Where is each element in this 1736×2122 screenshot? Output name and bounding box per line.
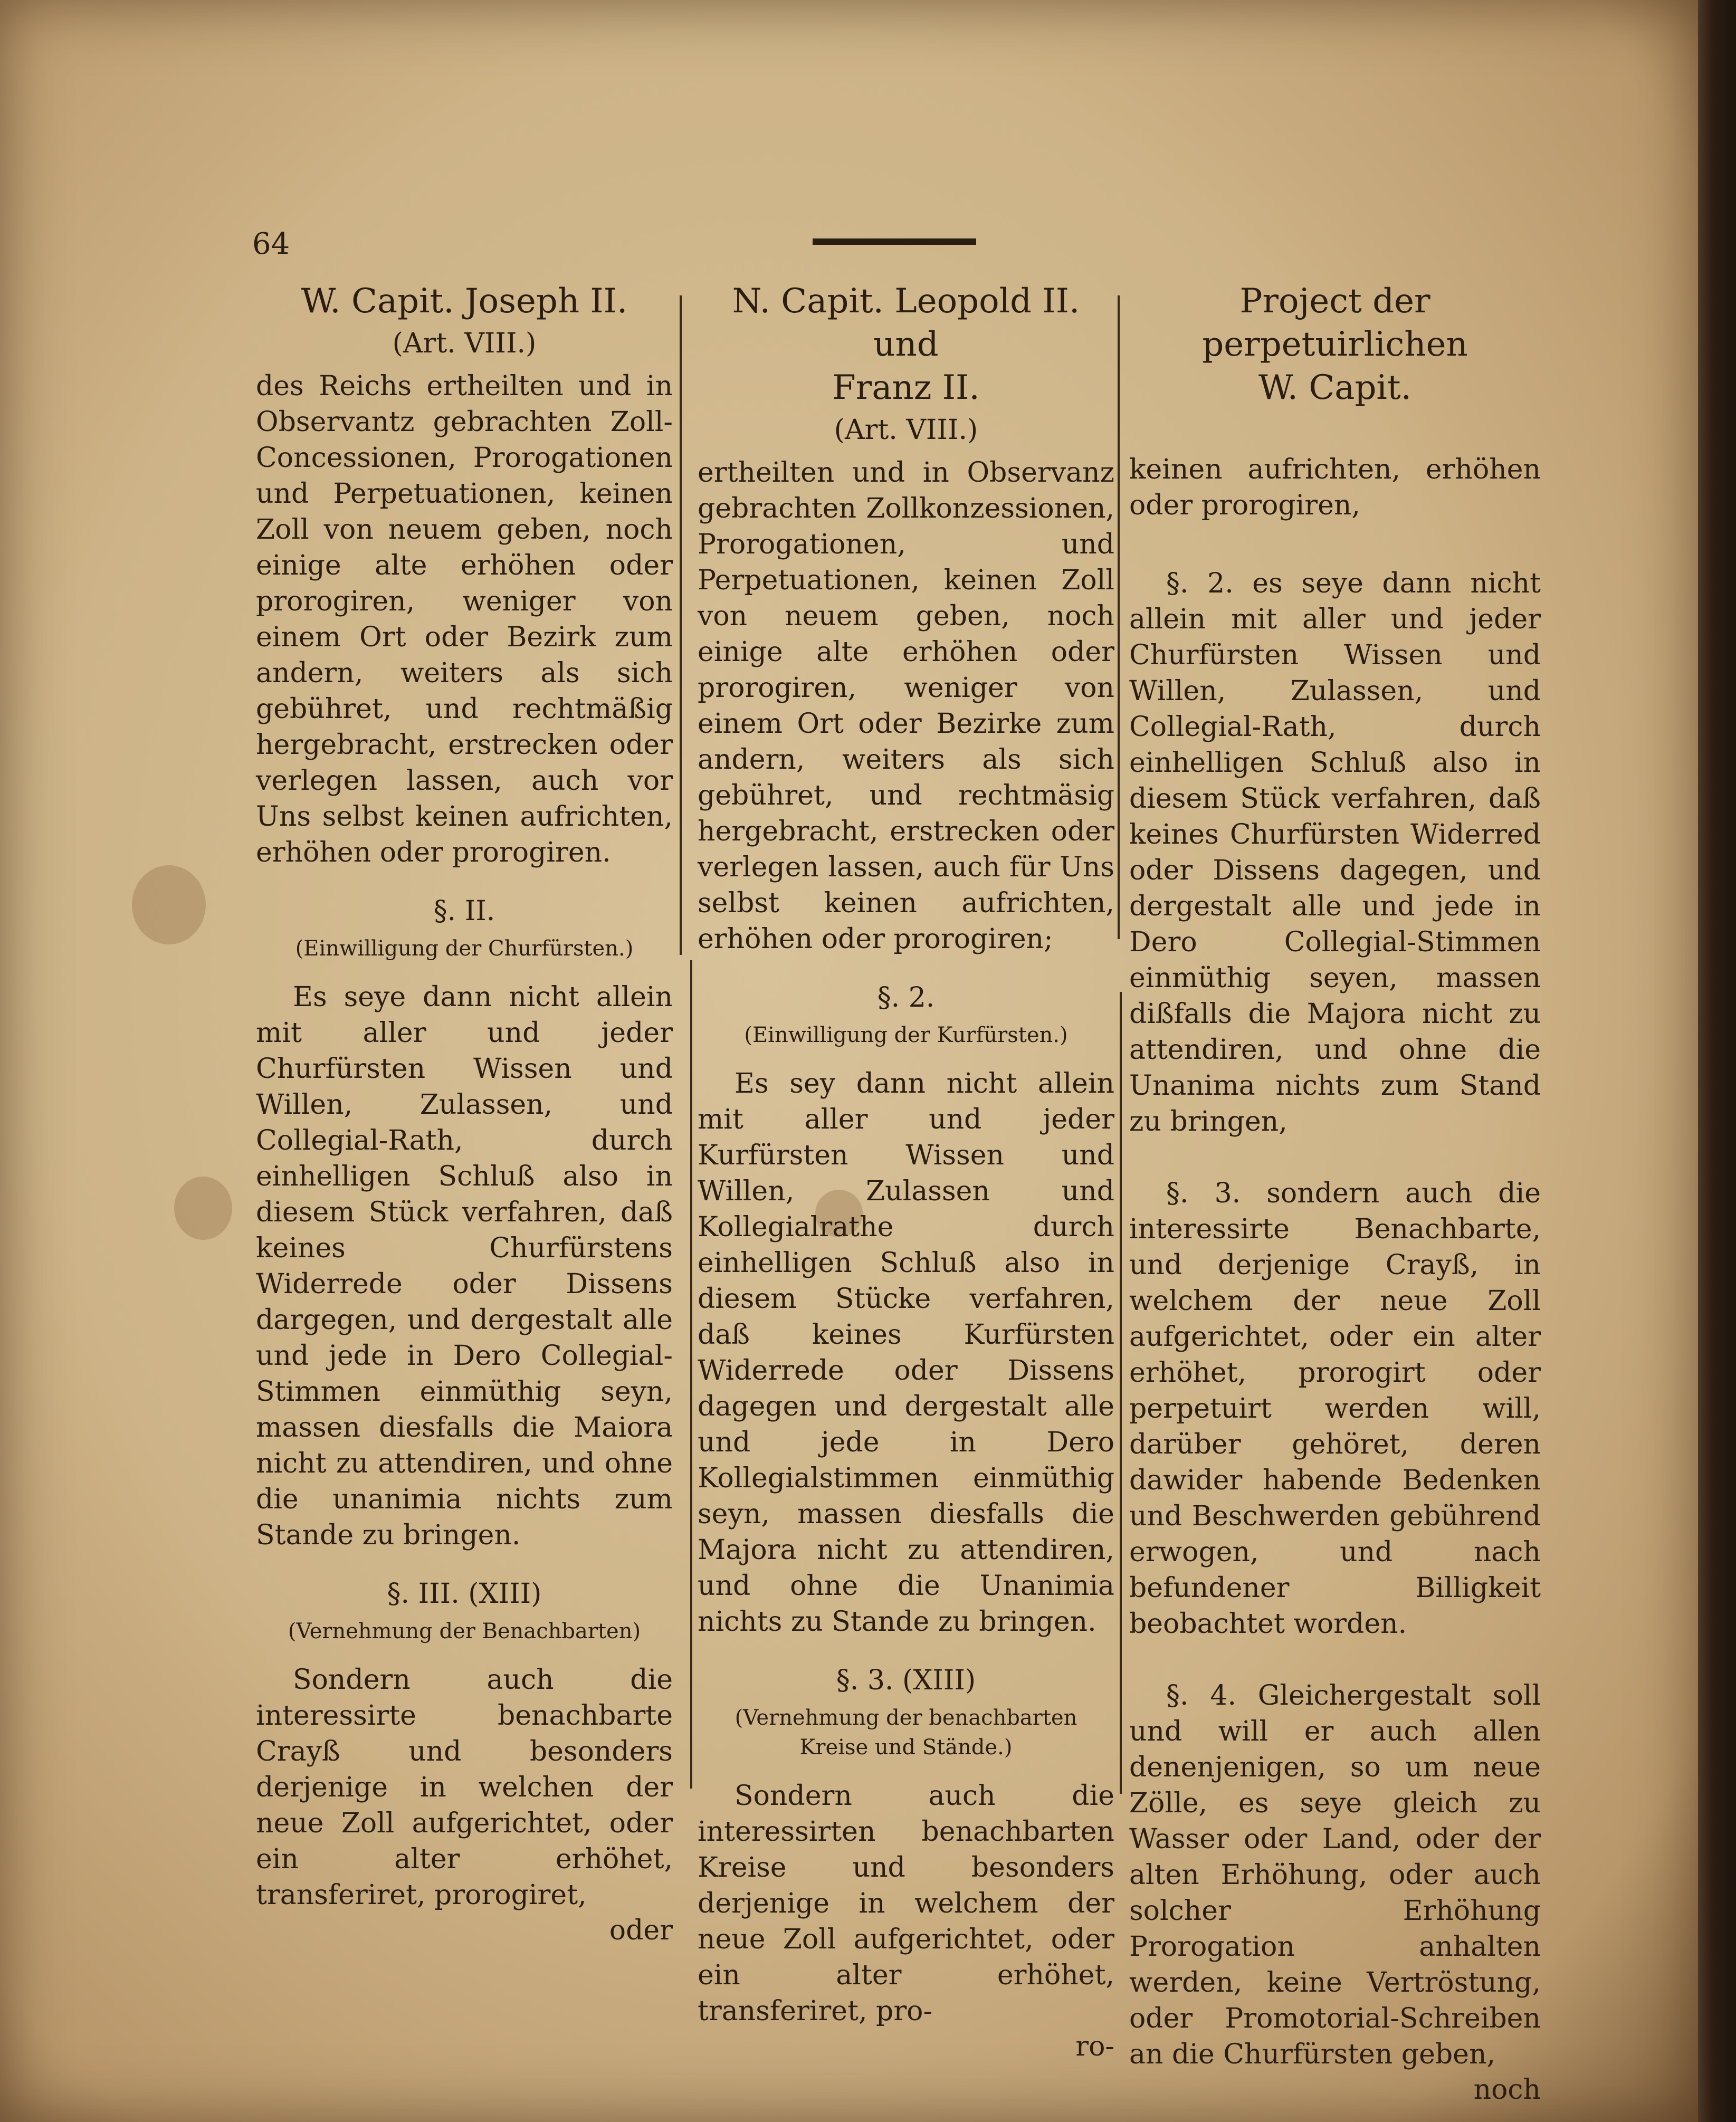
section-title: (Einwilligung der Churfürsten.) — [295, 936, 634, 961]
page-number: 64 — [252, 227, 290, 261]
section-title: (Vernehmung der benachbarten Kreise und Stände.) — [735, 1706, 1077, 1760]
paragraph: Sondern auch die interessirten benachbarten Kreise und besonders derjenige in welchem der neue Zoll aufgerichtet, oder ein alter erhöhet, transferiret, pro- — [698, 1780, 1114, 2027]
section-number: §. III. (XIII) — [387, 1578, 542, 1610]
column-divider — [680, 295, 682, 955]
section-title: (Vernehmung der Benachbarten) — [288, 1619, 641, 1643]
spacer — [1129, 523, 1541, 566]
paragraph: Es sey dann nicht allein mit aller und jeder Kurfürsten Wissen und Willen, Zulassen und Kollegialrathe durch einhelligen Schluß also in diesem Stücke verfahren, daß keines Kurfürsten Widerrede oder Dissens dagegen und dergestalt alle und jede in Dero Kollegialstimmen einmüthig seyn, massen diesfalls die Majora nicht zu attendiren, und ohne die Unanimia nichts zu Stande zu bringen. — [698, 1068, 1114, 1638]
paragraph: Es seye dann nicht allein mit aller und jeder Churfürsten Wissen und Willen, Zulassen, und Collegial-Rath, durch einhelligen Schluß also in diesem Stück verfahren, daß keines Churfürstens Widerrede oder Dissens dargegen, und dergestalt alle und jede in Dero Collegial-Stimmen einmüthig seyn, massen diesfalls die Maiora nicht zu attendiren, und ohne die unanimia nichts zum Stande zu bringen. — [256, 981, 673, 1551]
catchword: oder — [609, 1915, 673, 1946]
spacer — [1129, 1642, 1541, 1678]
section-number: §. 2. — [877, 982, 935, 1014]
section-title: (Einwilligung der Kurfürsten.) — [744, 1023, 1068, 1047]
paper-stain — [174, 1177, 232, 1240]
column-heading: W. Capit. — [1258, 368, 1411, 407]
header-rule — [813, 238, 976, 245]
column-divider — [690, 960, 692, 1789]
column-divider — [1120, 992, 1122, 1794]
spacer — [1129, 1140, 1541, 1175]
paragraph: §. 3. sondern auch die interessirte Benachbarte, und derjenige Crayß, in welchem der neue Zoll aufgerichtet, oder ein alter erhöhet, prorogirt oder perpetuirt werden will, darüber gehöret, deren dawider habende Bedenken und Beschwerden gebührend erwogen, und nach befundener Billigkeit beobachtet worden. — [1129, 1178, 1541, 1640]
column-divider — [1118, 295, 1120, 939]
paragraph: Sondern auch die interessirte benachbarte Crayß und besonders derjenige in welchen der neue Zoll aufgerichtet, oder ein alter erhöhet, transferiret, prorogiret, — [256, 1664, 673, 1911]
article-label: (Art. VIII.) — [834, 414, 978, 446]
section-number: §. 3. (XIII) — [836, 1665, 976, 1696]
paragraph: §. 4. Gleichergestalt soll und will er auch allen denenjenigen, so um neue Zölle, es seye gleich zu Wasser oder Land, oder der alten Erhöhung, oder auch solcher Erhöhung Prorogation anhalten werden, keine Vertröstung, oder Promotorial-Schreiben an die Churfürsten geben, — [1129, 1680, 1541, 2070]
column-heading: N. Capit. Leopold II. und — [732, 282, 1080, 364]
paragraph: ertheilten und in Observanz gebrachten Zollkonzessionen, Prorogationen, und Perpetuationen, keinen Zoll von neuem geben, noch einige alte erhöhen oder prorogiren, weniger von einem Ort oder Bezirke zum andern, weiters als sich gebühret, und rechtmäsig hergebracht, erstrecken oder verlegen lassen, auch für Uns selbst keinen aufrichten, erhöhen oder prorogiren; — [698, 457, 1114, 955]
paragraph: keinen aufrichten, erhöhen oder prorogiren, — [1129, 454, 1541, 521]
column-heading: Franz II. — [832, 368, 980, 407]
paragraph: des Reichs ertheilten und in Observantz gebrachten Zoll-Concessionen, Prorogationen und Perpetuationen, keinen Zoll von neuem geben, noch einige alte erhöhen oder prorogiren, weniger von einem Ort oder Bezirk zum andern, weiters als sich gebühret, und rechtmäßig hergebracht, erstrecken oder verlegen lassen, auch vor Uns selbst keinen aufrichten, erhöhen oder prorogiren. — [256, 370, 673, 868]
column-heading: W. Capit. Joseph II. — [301, 282, 628, 321]
paper-stain — [132, 865, 206, 944]
spacer — [1129, 409, 1541, 452]
book-spine — [1698, 0, 1736, 2122]
paragraph: §. 2. es seye dann nicht allein mit aller und jeder Churfürsten Wissen und Willen, Zulassen, und Collegial-Rath, durch einhelligen Schluß also in diesem Stück verfahren, daß keines Churfürsten Widerred oder Dissens dagegen, und dergestalt alle und jede in Dero Collegial-Stimmen einmüthig seyen, massen dißfalls die Majora nicht zu attendiren, und ohne die Unanima nichts zum Stand zu bringen, — [1129, 568, 1541, 1138]
catchword: noch — [1473, 2074, 1541, 2106]
column-leopold-franz — [698, 280, 1114, 2064]
catchword: ro- — [1075, 2031, 1114, 2062]
column-project-perpetual — [1129, 280, 1541, 2107]
column-heading: Project der perpetuirlichen — [1202, 282, 1468, 364]
article-label: (Art. VIII.) — [392, 328, 537, 359]
section-number: §. II. — [433, 895, 495, 927]
column-joseph-ii — [256, 280, 673, 1948]
